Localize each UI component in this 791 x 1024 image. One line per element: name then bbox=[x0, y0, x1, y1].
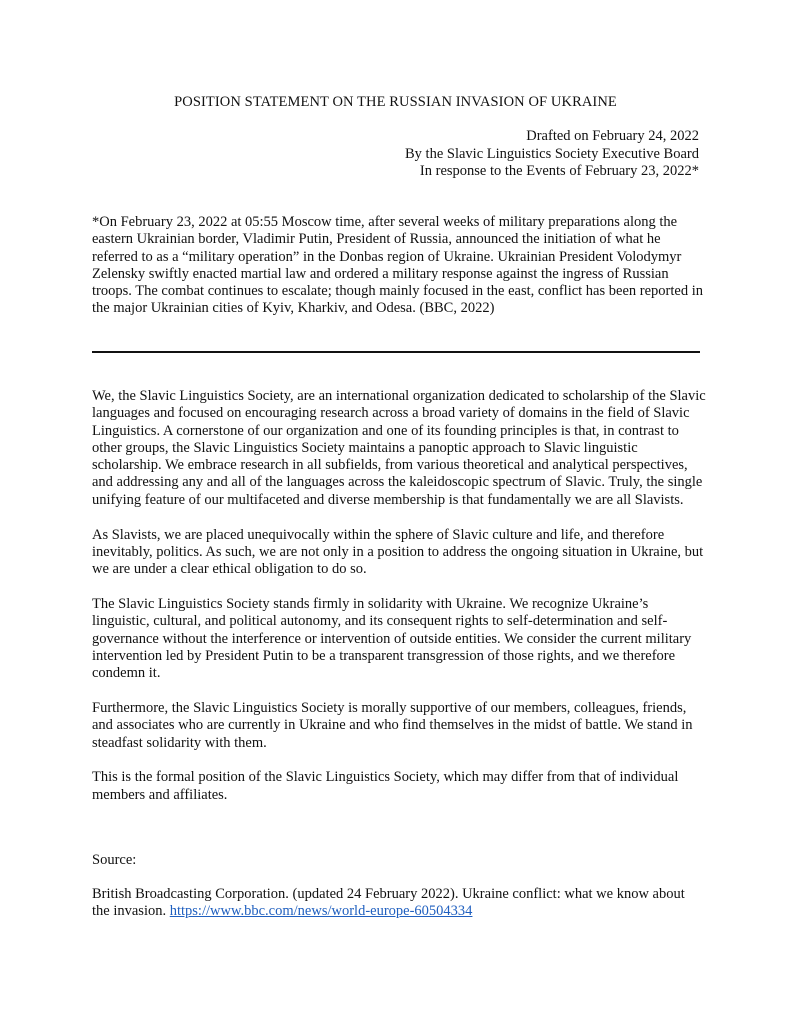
paragraph-support: Furthermore, the Slavic Linguistics Society is morally supportive of our members, colleagues, friends, and associates who are currently in Ukraine and who find themselves in the midst of battle. We stand in steadfast solidarity with them. bbox=[92, 699, 693, 751]
paragraph-formal-position: This is the formal position of the Slavic Linguistics Society, which may differ from that of individual members and affiliates. bbox=[92, 769, 679, 803]
paragraph-slavists: As Slavists, we are placed unequivocally within the sphere of Slavic culture and life, and therefore inevitably, politics. As such, we are not only in a position to address the ongoing situation in Ukraine, but we are under a clear ethical obligation to do so. bbox=[92, 526, 704, 578]
paragraph-intro: We, the Slavic Linguistics Society, are an international organization dedicated to scholarship of the Slavic languages and focused on encouraging research across a broad variety of domains in the field of Slavic Linguistics. A cornerstone of our organization and one of its founding principles is that, in contrast to other groups, the Slavic Linguistics Society maintains a panoptic approach to Slavic linguistic scholarship. We embrace research in all subfields, from various theoretical and analytical perspectives, and addressing any and all of the languages across the kaleidoscopic spectrum of Slavic. Truly, the single unifying feature of our multifaceted and diverse membership is that fundamentally we are all Slavists. bbox=[92, 388, 706, 508]
drafted-date: Drafted on February 24, 2022 bbox=[526, 128, 699, 144]
response-line: In response to the Events of February 23, 2022* bbox=[419, 163, 699, 179]
context-note: *On February 23, 2022 at 05:55 Moscow time, after several weeks of military preparations along the eastern Ukrainian border, Vladimir Putin, President of Russia, announced the initiation of what he referred to as a “military operation” in the Donbas region of Ukraine. Ukrainian President Volodymyr Zelensky swiftly enacted martial law and ordered a military response against the ingress of Russian troops. The combat continues to escalate; though mainly focused in the east, conflict has been reported in the major Ukrainian cities of Kyiv, Kharkiv, and Odesa. (BBC, 2022) bbox=[92, 214, 703, 317]
document-title: POSITION STATEMENT ON THE RUSSIAN INVASION OF UKRAINE bbox=[174, 94, 617, 110]
document-meta bbox=[405, 128, 699, 181]
statement-body bbox=[92, 388, 706, 821]
paragraph-solidarity: The Slavic Linguistics Society stands firmly in solidarity with Ukraine. We recognize Ukraine’s linguistic, cultural, and political autonomy, and its consequent rights to self-determination and self-governance without the interference or intervention of outside entities. We consider the current military intervention led by President Putin to be a transparent transgression of those rights, and we therefore condemn it. bbox=[92, 595, 692, 682]
reference-link[interactable]: https://www.bbc.com/news/world-europe-60504334 bbox=[169, 903, 473, 920]
section-divider bbox=[92, 351, 700, 353]
reference-text: British Broadcasting Corporation. (updated 24 February 2022). Ukraine conflict: what we know about the invasion. bbox=[92, 886, 685, 920]
author-line: By the Slavic Linguistics Society Executive Board bbox=[405, 145, 699, 162]
reference-entry bbox=[92, 886, 706, 921]
source-label: Source: bbox=[92, 852, 137, 868]
